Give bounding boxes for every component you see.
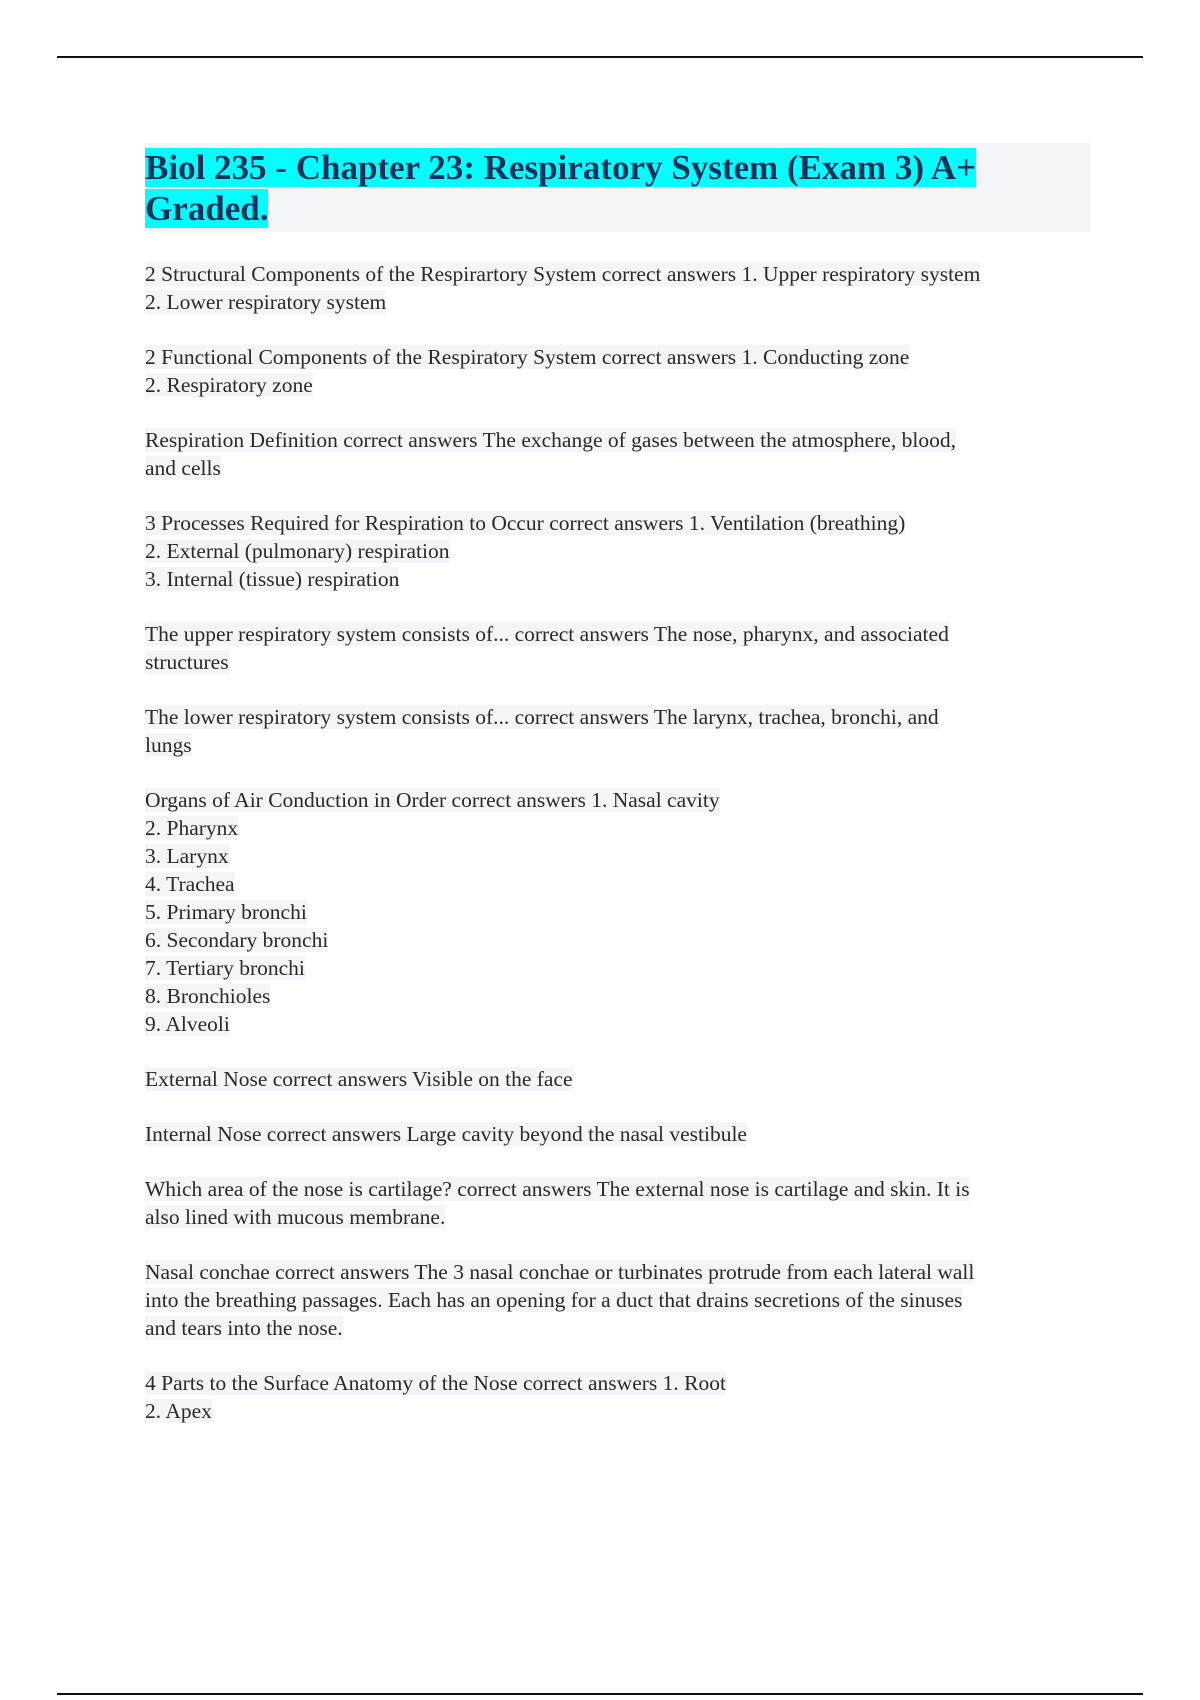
- document-content: [145, 143, 1090, 1452]
- qa-line-row: [145, 1175, 1090, 1203]
- qa-line-row: [145, 565, 1090, 593]
- qa-question-line: 2 Functional Components of the Respiratory System correct answers 1. Conducting zone: [145, 345, 910, 369]
- qa-answer-line: 5. Primary bronchi: [145, 900, 307, 924]
- qa-item: [145, 1258, 1090, 1342]
- qa-answer-line: 2. Lower respiratory system: [145, 290, 387, 314]
- qa-item: [145, 1065, 1090, 1093]
- qa-answer-line: 2. External (pulmonary) respiration: [145, 539, 450, 563]
- qa-line-row: [145, 786, 1090, 814]
- qa-item: [145, 1120, 1090, 1148]
- qa-line-row: [145, 620, 1090, 648]
- qa-line-row: [145, 870, 1090, 898]
- qa-answer-line: structures: [145, 650, 229, 674]
- qa-answer-line: 3. Larynx: [145, 844, 229, 868]
- qa-item: [145, 703, 1090, 759]
- qa-answer-line: and tears into the nose.: [145, 1316, 343, 1340]
- bottom-rule: [57, 1693, 1143, 1695]
- qa-question-line: 3 Processes Required for Respiration to Occur correct answers 1. Ventilation (breathing): [145, 511, 906, 535]
- qa-line-row: [145, 926, 1090, 954]
- qa-line-row: [145, 1314, 1090, 1342]
- qa-item: [145, 620, 1090, 676]
- qa-line-row: [145, 260, 1090, 288]
- qa-answer-line: and cells: [145, 456, 221, 480]
- qa-line-row: [145, 703, 1090, 731]
- qa-question-line: Respiration Definition correct answers The exchange of gases between the atmosphere, blood,: [145, 428, 956, 452]
- qa-item: [145, 343, 1090, 399]
- qa-item: [145, 1175, 1090, 1231]
- qa-item: [145, 260, 1090, 316]
- qa-line-row: [145, 288, 1090, 316]
- qa-line-row: [145, 509, 1090, 537]
- qa-answer-line: into the breathing passages. Each has an opening for a duct that drains secretions of the sinuses: [145, 1288, 963, 1312]
- qa-line-row: [145, 731, 1090, 759]
- qa-answer-line: 3. Internal (tissue) respiration: [145, 567, 400, 591]
- qa-question-line: The upper respiratory system consists of... correct answers The nose, pharynx, and associated: [145, 622, 949, 646]
- qa-line-row: [145, 898, 1090, 926]
- document-title: [145, 147, 1090, 229]
- qa-answer-line: 2. Apex: [145, 1399, 212, 1423]
- qa-line-row: [145, 537, 1090, 565]
- qa-question-line: Internal Nose correct answers Large cavity beyond the nasal vestibule: [145, 1122, 747, 1146]
- qa-item: [145, 426, 1090, 482]
- title-block: [145, 143, 1090, 232]
- qa-line-row: [145, 842, 1090, 870]
- qa-question-line: 4 Parts to the Surface Anatomy of the Nose correct answers 1. Root: [145, 1371, 726, 1395]
- qa-line-row: [145, 454, 1090, 482]
- qa-answer-line: 4. Trachea: [145, 872, 235, 896]
- qa-line-row: [145, 1010, 1090, 1038]
- qa-list: [145, 260, 1090, 1425]
- qa-line-row: [145, 982, 1090, 1010]
- qa-answer-line: 2. Respiratory zone: [145, 373, 313, 397]
- qa-question-line: External Nose correct answers Visible on the face: [145, 1067, 573, 1091]
- qa-answer-line: 8. Bronchioles: [145, 984, 271, 1008]
- qa-line-row: [145, 1203, 1090, 1231]
- qa-answer-line: 6. Secondary bronchi: [145, 928, 329, 952]
- qa-line-row: [145, 426, 1090, 454]
- qa-question-line: Nasal conchae correct answers The 3 nasal conchae or turbinates protrude from each lateral wall: [145, 1260, 975, 1284]
- qa-line-row: [145, 1065, 1090, 1093]
- qa-line-row: [145, 1369, 1090, 1397]
- qa-line-row: [145, 1397, 1090, 1425]
- qa-line-row: [145, 343, 1090, 371]
- qa-item: [145, 786, 1090, 1038]
- qa-item: [145, 1369, 1090, 1425]
- qa-line-row: [145, 1286, 1090, 1314]
- qa-question-line: Which area of the nose is cartilage? correct answers The external nose is cartilage and skin. It is: [145, 1177, 970, 1201]
- qa-answer-line: 7. Tertiary bronchi: [145, 956, 305, 980]
- top-rule: [57, 56, 1143, 58]
- title-line-2: Graded.: [145, 189, 269, 228]
- qa-line-row: [145, 648, 1090, 676]
- qa-answer-line: also lined with mucous membrane.: [145, 1205, 446, 1229]
- qa-question-line: 2 Structural Components of the Respirartory System correct answers 1. Upper respiratory system: [145, 262, 981, 286]
- title-line-1: Biol 235 - Chapter 23: Respiratory System (Exam 3) A+: [145, 148, 977, 187]
- qa-answer-line: 2. Pharynx: [145, 816, 239, 840]
- qa-item: [145, 509, 1090, 593]
- qa-question-line: The lower respiratory system consists of... correct answers The larynx, trachea, bronchi, and: [145, 705, 939, 729]
- qa-line-row: [145, 814, 1090, 842]
- qa-line-row: [145, 1258, 1090, 1286]
- qa-answer-line: 9. Alveoli: [145, 1012, 230, 1036]
- qa-line-row: [145, 371, 1090, 399]
- qa-line-row: [145, 954, 1090, 982]
- qa-line-row: [145, 1120, 1090, 1148]
- qa-question-line: Organs of Air Conduction in Order correct answers 1. Nasal cavity: [145, 788, 720, 812]
- qa-answer-line: lungs: [145, 733, 192, 757]
